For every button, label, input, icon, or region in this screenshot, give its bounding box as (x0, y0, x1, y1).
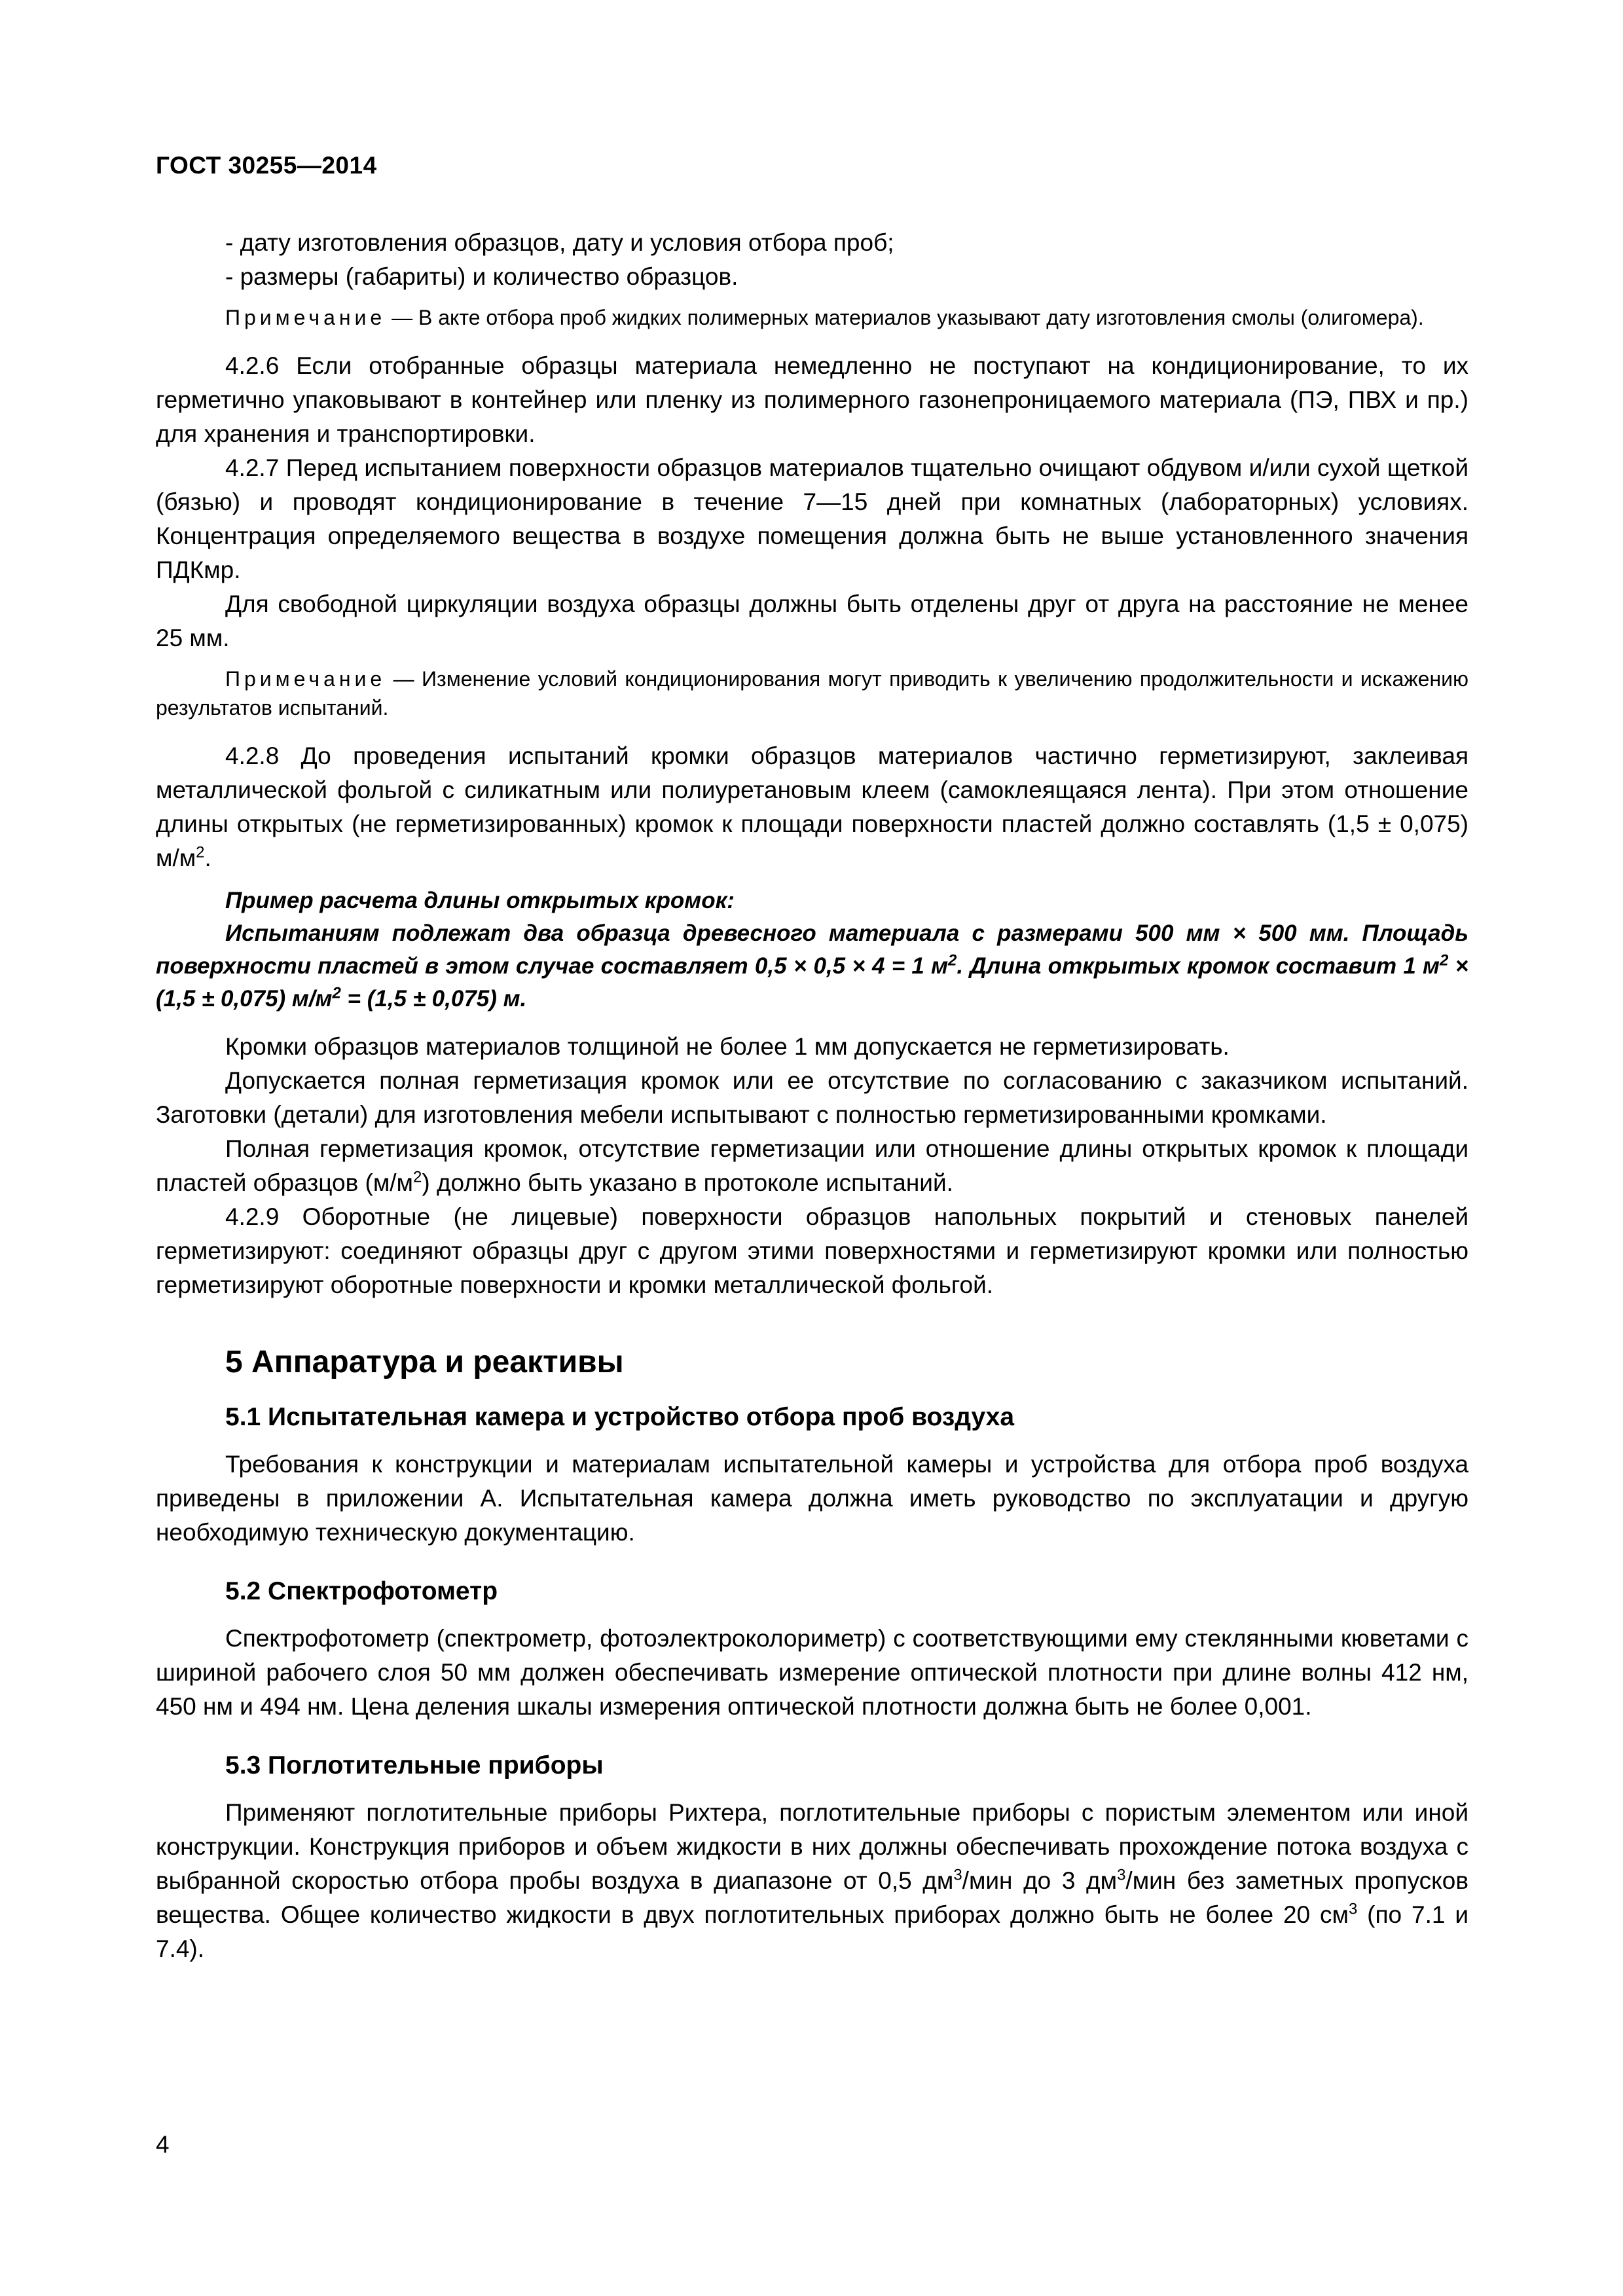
subsection-5-2-text: Спектрофотометр (спектрометр, фотоэлектроколориметр) с соответствующими ему стеклянными кюветами с шириной рабочего слоя 50 мм должен обеспечивать измерение оптической плотности при длине волны 412 нм, 450 нм и 494 нм. Цена деления шкалы измерения оптической плотности должна быть не более 0,001. (156, 1625, 1468, 1720)
example-text-part: × (1,5 ± 0,075) м/м (156, 953, 1468, 1011)
paragraph-4-2-6: 4.2.6 Если отобранные образцы материала немедленно не поступают на кондиционирование, то их герметично упаковывают в контейнер или пленку из полимерного газонепроницаемого материала (ПЭ, ПВХ и пр.) для хранения и транспортировки. (156, 352, 1468, 447)
superscript: 3 (1348, 1900, 1358, 1918)
example-title: Пример расчета длины открытых кромок: (225, 888, 735, 913)
paragraph-text: /мин без заметных пропусков вещества. Общее количество жидкости в двух поглотительных приборах должно быть не более 20 см (156, 1867, 1468, 1928)
example-text (156, 917, 1468, 1015)
page-number: 4 (156, 2131, 170, 2158)
paragraph-full-sealing: Допускается полная герметизация кромок или ее отсутствие по согласованию с заказчиком испытаний. Заготовки (детали) для изготовления мебели испытывают с полностью герметизированными кромками. (156, 1067, 1468, 1128)
section-5-heading: 5 Аппаратура и реактивы (225, 1345, 624, 1379)
note-text: — Изменение условий кондиционирования могут приводить к увеличению продолжительности и искажению результатов испытаний. (156, 667, 1468, 720)
paragraph-protocol (156, 1132, 1468, 1200)
subsection-5-3-heading: 5.3 Поглотительные приборы (225, 1751, 604, 1779)
paragraph-text: /мин до 3 дм (962, 1867, 1118, 1894)
superscript: 3 (953, 1866, 962, 1884)
note-1 (156, 303, 1468, 332)
paragraph-text: . (204, 845, 211, 871)
paragraph-text: 4.2.8 До проведения испытаний кромки образцов материалов частично герметизируют, заклеивая металлической фольгой с силикатным или полиуретановым клеем (самоклеящаяся лента). При этом отношение длины открытых (не герметизированных) кромок к площади поверхности пластей должно составлять (1,5 ± 0,075) м/м (156, 742, 1468, 871)
paragraph-4-2-9: 4.2.9 Оборотные (не лицевые) поверхности образцов напольных покрытий и стеновых панелей герметизируют: соединяют образцы друг с другом этими поверхностями и герметизируют кромки или полностью герметизируют оборотные поверхности и кромки металлической фольгой. (156, 1203, 1468, 1298)
superscript: 2 (1439, 951, 1449, 970)
paragraph-text: ) должно быть указано в протоколе испытаний. (422, 1169, 953, 1196)
example-text-part: . Длина открытых кромок составит 1 м (957, 953, 1440, 979)
list-item: - размеры (габариты) и количество образцов. (225, 263, 739, 290)
note-label: Примечание (225, 306, 386, 329)
list-item: - дату изготовления образцов, дату и условия отбора проб; (225, 229, 894, 256)
note-text: — В акте отбора проб жидких полимерных материалов указывают дату изготовления смолы (олигомера). (386, 306, 1424, 329)
note-2 (156, 665, 1468, 722)
paragraph-4-2-8 (156, 739, 1468, 875)
paragraph-4-2-7-b: Для свободной циркуляции воздуха образцы должны быть отделены друг от друга на расстояние не менее 25 мм. (156, 591, 1468, 651)
subsection-5-2-heading: 5.2 Спектрофотометр (225, 1577, 498, 1605)
subsection-5-1-heading: 5.1 Испытательная камера и устройство отбора проб воздуха (225, 1403, 1015, 1431)
paragraph-4-2-7: 4.2.7 Перед испытанием поверхности образцов материалов тщательно очищают обдувом и/или сухой щеткой (бязью) и проводят кондиционирование в течение 7—15 дней при комнатных (лабораторных) условиях. Концентрация определяемого вещества в воздухе помещения должна быть не выше установленного значения ПДКмр. (156, 454, 1468, 583)
superscript: 2 (196, 843, 205, 862)
paragraph-text: Полная герметизация кромок, отсутствие герметизации или отношение длины открытых кромок к площади пластей образцов (м/м (156, 1135, 1468, 1196)
subsection-5-1-text: Требования к конструкции и материалам испытательной камеры и устройства для отбора проб воздуха приведены в приложении А. Испытательная камера должна иметь руководство по эксплуатации и другую необходимую техническую документацию. (156, 1451, 1468, 1546)
superscript: 2 (413, 1168, 422, 1186)
superscript: 2 (948, 951, 957, 970)
paragraph-edges: Кромки образцов материалов толщиной не более 1 мм допускается не герметизировать. (225, 1033, 1230, 1060)
example-text-part: = (1,5 ± 0,075) м. (340, 986, 527, 1011)
example-text-part: Испытаниям подлежат два образца древесного материала с размерами 500 мм × 500 мм. Площадь поверхности пластей в этом случае составляет 0,5 × 0,5 × 4 = 1 м (156, 920, 1468, 979)
document-body (156, 226, 1468, 1966)
subsection-5-3-text (156, 1796, 1468, 1966)
paragraph-text: (по 7.1 и 7.4). (156, 1901, 1468, 1962)
superscript: 3 (1117, 1866, 1126, 1884)
note-label: Примечание (225, 667, 386, 691)
paragraph-text: Применяют поглотительные приборы Рихтера, поглотительные приборы с пористым элементом или иной конструкции. Конструкция приборов и объем жидкости в них должны обеспечивать прохождение потока воздуха с выбранной скоростью отбора пробы воздуха в диапазоне от 0,5 дм (156, 1799, 1468, 1894)
superscript: 2 (332, 984, 341, 1002)
document-header: ГОСТ 30255—2014 (156, 152, 377, 179)
